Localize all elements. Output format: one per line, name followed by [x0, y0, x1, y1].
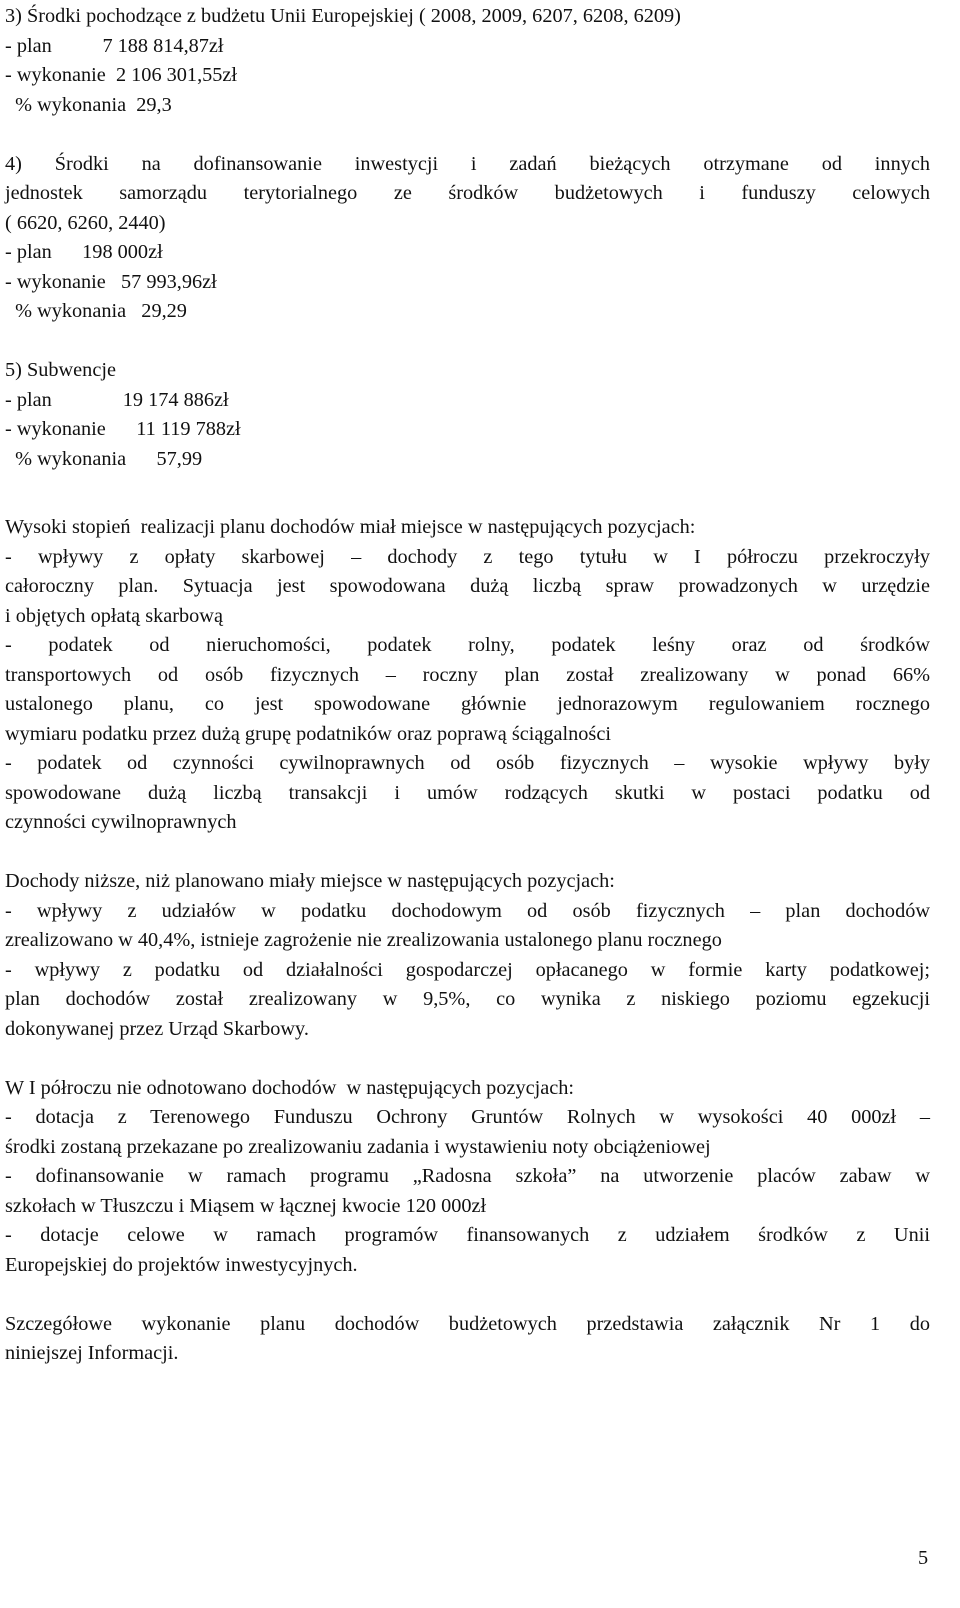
- section-4-title-line-1: 4) Środki na dofinansowanie inwestycji i zadań bieżących otrzymane od innych: [5, 153, 930, 175]
- section-5-execution: - wykonanie 11 119 788zł: [5, 418, 241, 440]
- paragraph-line: spowodowane dużą liczbą transakcji i umów rodzących skutki w postaci podatku od: [5, 782, 930, 804]
- section-4-title-line-3: ( 6620, 6260, 2440): [5, 212, 166, 234]
- paragraph-line: - dotacje celowe w ramach programów finansowanych z udziałem środków z Unii: [5, 1224, 930, 1246]
- paragraph-line: plan dochodów został zrealizowany w 9,5%, co wynika z niskiego poziomu egzekucji: [5, 988, 930, 1010]
- paragraph-line: - podatek od czynności cywilnoprawnych od osób fizycznych – wysokie wpływy były: [5, 752, 930, 774]
- paragraph-line: całoroczny plan. Sytuacja jest spowodowana dużą liczbą spraw prowadzonych w urzędzie: [5, 575, 930, 597]
- section-4-execution: - wykonanie 57 993,96zł: [5, 271, 217, 293]
- section-3-title: 3) Środki pochodzące z budżetu Unii Europejskiej ( 2008, 2009, 6207, 6208, 6209): [5, 5, 681, 27]
- paragraph-line: - wpływy z opłaty skarbowej – dochody z tego tytułu w I półroczu przekroczyły: [5, 546, 930, 568]
- lower-income-heading: Dochody niższe, niż planowano miały miejsce w następujących pozycjach:: [5, 870, 615, 892]
- paragraph-line: środki zostaną przekazane po zrealizowaniu zadania i wystawieniu noty obciążeniowej: [5, 1136, 711, 1158]
- closing-line-2: niniejszej Informacji.: [5, 1342, 179, 1364]
- paragraph-line: - podatek od nieruchomości, podatek rolny, podatek leśny oraz od środków: [5, 634, 930, 656]
- section-5-title: 5) Subwencje: [5, 359, 116, 381]
- paragraph-line: dokonywanej przez Urząd Skarbowy.: [5, 1018, 309, 1040]
- paragraph-line: szkołach w Tłuszczu i Miąsem w łącznej kwocie 120 000zł: [5, 1195, 487, 1217]
- paragraph-line: i objętych opłatą skarbową: [5, 605, 223, 627]
- paragraph-line: czynności cywilnoprawnych: [5, 811, 237, 833]
- paragraph-line: ustalonego planu, co jest spowodowane głównie jednorazowym regulowaniem rocznego: [5, 693, 930, 715]
- paragraph-line: - wpływy z podatku od działalności gospodarczej opłacanego w formie karty podatkowej;: [5, 959, 930, 981]
- section-3-plan: - plan 7 188 814,87zł: [5, 35, 224, 57]
- section-4-plan: - plan 198 000zł: [5, 241, 163, 263]
- section-4-title-line-2: jednostek samorządu terytorialnego ze środków budżetowych i funduszy celowych: [5, 182, 930, 204]
- high-realization-heading: Wysoki stopień realizacji planu dochodów miał miejsce w następujących pozycjach:: [5, 516, 696, 538]
- paragraph-line: transportowych od osób fizycznych – roczny plan został zrealizowany w ponad 66%: [5, 664, 930, 686]
- page-number: 5: [918, 1547, 929, 1569]
- section-4-percent: % wykonania 29,29: [5, 300, 187, 322]
- section-5-plan: - plan 19 174 886zł: [5, 389, 229, 411]
- paragraph-line: wymiaru podatku przez dużą grupę podatników oraz poprawą ściągalności: [5, 723, 611, 745]
- no-income-heading: W I półroczu nie odnotowano dochodów w następujących pozycjach:: [5, 1077, 575, 1099]
- paragraph-line: - wpływy z udziałów w podatku dochodowym od osób fizycznych – plan dochodów: [5, 900, 930, 922]
- section-3-execution: - wykonanie 2 106 301,55zł: [5, 64, 238, 86]
- paragraph-line: - dotacja z Terenowego Funduszu Ochrony Gruntów Rolnych w wysokości 40 000zł –: [5, 1106, 930, 1128]
- closing-line-1: Szczegółowe wykonanie planu dochodów budżetowych przedstawia załącznik Nr 1 do: [5, 1313, 930, 1335]
- section-3-percent: % wykonania 29,3: [5, 94, 172, 116]
- paragraph-line: - dofinansowanie w ramach programu „Radosna szkoła” na utworzenie placów zabaw w: [5, 1165, 930, 1187]
- paragraph-line: Europejskiej do projektów inwestycyjnych.: [5, 1254, 358, 1276]
- section-5-percent: % wykonania 57,99: [5, 448, 203, 470]
- paragraph-line: zrealizowano w 40,4%, istnieje zagrożenie nie zrealizowania ustalonego planu rocznego: [5, 929, 722, 951]
